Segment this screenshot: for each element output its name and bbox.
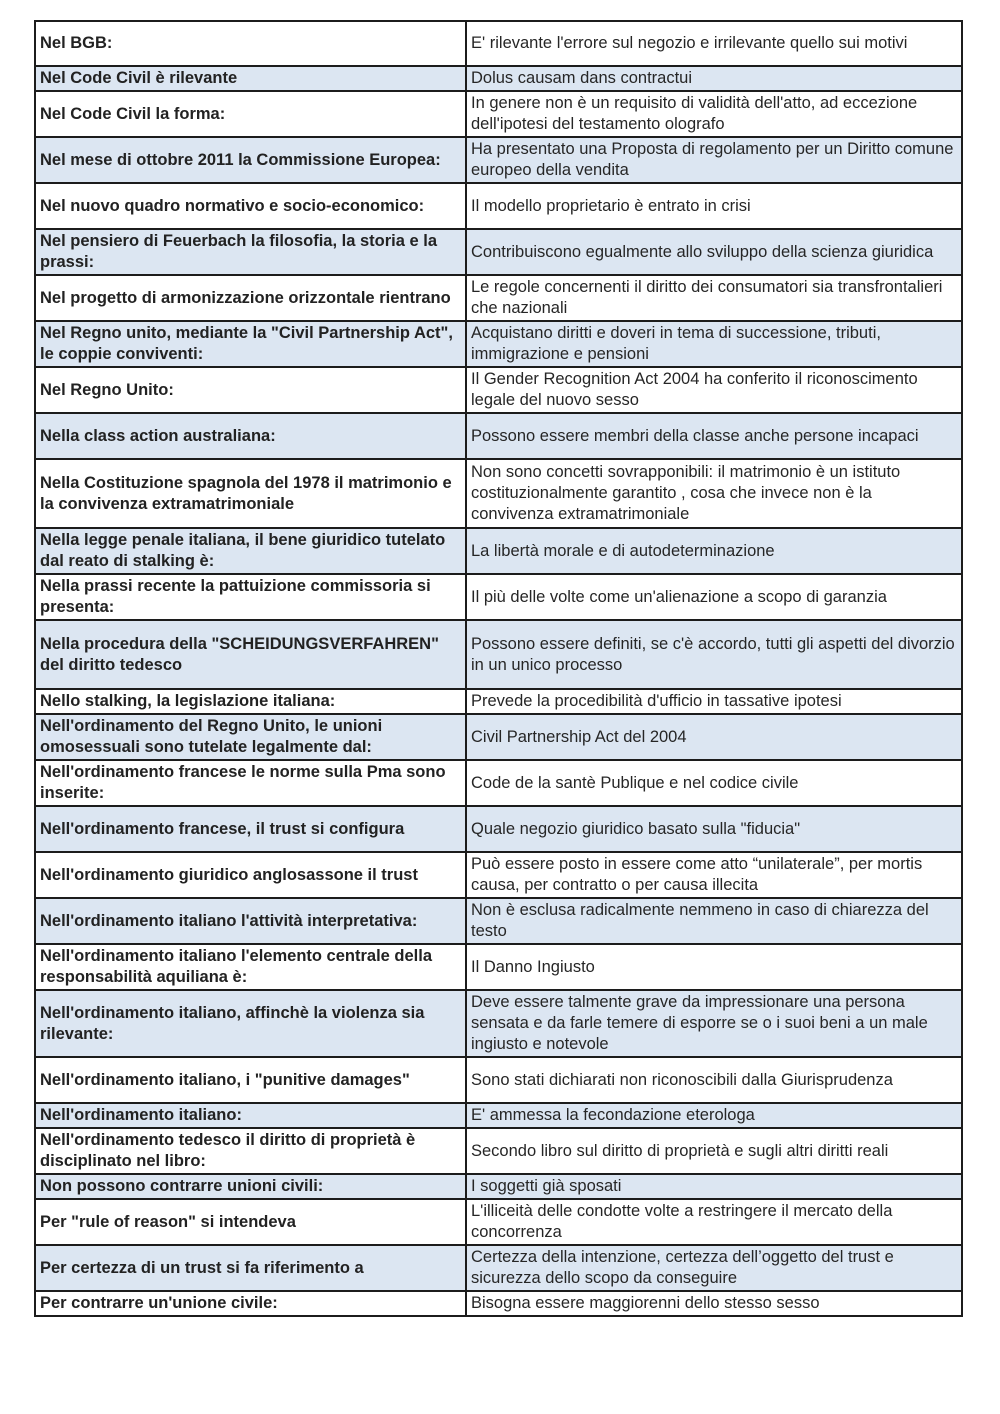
question-cell: Nel mese di ottobre 2011 la Commissione Europea: <box>35 137 466 183</box>
question-cell: Nella procedura della "SCHEIDUNGSVERFAHREN" del diritto tedesco <box>35 620 466 689</box>
table-row <box>35 1103 962 1128</box>
answer-cell: Non è esclusa radicalmente nemmeno in caso di chiarezza del testo <box>466 898 962 944</box>
answer-cell: Contribuiscono egualmente allo sviluppo della scienza giuridica <box>466 229 962 275</box>
question-cell: Nell'ordinamento italiano, i "punitive damages" <box>35 1057 466 1103</box>
question-cell: Nel pensiero di Feuerbach la filosofia, la storia e la prassi: <box>35 229 466 275</box>
table-row <box>35 528 962 574</box>
answer-cell: E' rilevante l'errore sul negozio e irrilevante quello sui motivi <box>466 21 962 66</box>
table-row <box>35 1199 962 1245</box>
answer-cell: Code de la santè Publique e nel codice civile <box>466 760 962 806</box>
question-cell: Nell'ordinamento francese le norme sulla Pma sono inserite: <box>35 760 466 806</box>
question-cell: Nel BGB: <box>35 21 466 66</box>
question-cell: Nel Code Civil la forma: <box>35 91 466 137</box>
question-cell: Nel Regno unito, mediante la "Civil Partnership Act", le coppie conviventi: <box>35 321 466 367</box>
question-cell: Nello stalking, la legislazione italiana: <box>35 689 466 714</box>
table-row <box>35 714 962 760</box>
table-row <box>35 321 962 367</box>
answer-cell: Quale negozio giuridico basato sulla "fiducia" <box>466 806 962 852</box>
question-cell: Nel progetto di armonizzazione orizzontale rientrano <box>35 275 466 321</box>
table-row <box>35 1291 962 1316</box>
answer-cell: Certezza della intenzione, certezza dell’oggetto del trust e sicurezza dello scopo da conseguire <box>466 1245 962 1291</box>
answer-cell: In genere non è un requisito di validità dell'atto, ad eccezione dell'ipotesi del testamento olografo <box>466 91 962 137</box>
answer-cell: Civil Partnership Act del 2004 <box>466 714 962 760</box>
question-cell: Nella prassi recente la pattuizione commissoria si presenta: <box>35 574 466 620</box>
table-row <box>35 91 962 137</box>
table-row <box>35 459 962 528</box>
answer-cell: La libertà morale e di autodeterminazione <box>466 528 962 574</box>
question-cell: Per contrarre un'unione civile: <box>35 1291 466 1316</box>
table-row <box>35 367 962 413</box>
qa-table <box>34 20 963 1317</box>
question-cell: Nel Regno Unito: <box>35 367 466 413</box>
table-row <box>35 1174 962 1199</box>
table-row <box>35 137 962 183</box>
answer-cell: Il Danno Ingiusto <box>466 944 962 990</box>
question-cell: Nell'ordinamento italiano: <box>35 1103 466 1128</box>
question-cell: Nell'ordinamento del Regno Unito, le unioni omosessuali sono tutelate legalmente dal: <box>35 714 466 760</box>
question-cell: Nell'ordinamento giuridico anglosassone il trust <box>35 852 466 898</box>
question-cell: Nell'ordinamento tedesco il diritto di proprietà è disciplinato nel libro: <box>35 1128 466 1174</box>
question-cell: Nell'ordinamento italiano, affinchè la violenza sia rilevante: <box>35 990 466 1057</box>
table-row <box>35 66 962 91</box>
table-row <box>35 1057 962 1103</box>
answer-cell: Il modello proprietario è entrato in crisi <box>466 183 962 229</box>
answer-cell: Non sono concetti sovrapponibili: il matrimonio è un istituto costituzionalmente garantito , cosa che invece non è la convivenza extramatrimoniale <box>466 459 962 528</box>
answer-cell: Deve essere talmente grave da impressionare una persona sensata e da farle temere di esporre se o i suoi beni a un male ingiusto e notevole <box>466 990 962 1057</box>
answer-cell: Le regole concernenti il diritto dei consumatori sia transfrontalieri che nazionali <box>466 275 962 321</box>
qa-table-body <box>35 21 962 1316</box>
table-row <box>35 21 962 66</box>
table-row <box>35 574 962 620</box>
table-row <box>35 944 962 990</box>
answer-cell: Possono essere membri della classe anche persone incapaci <box>466 413 962 459</box>
answer-cell: E' ammessa la fecondazione eterologa <box>466 1103 962 1128</box>
table-row <box>35 620 962 689</box>
table-row <box>35 229 962 275</box>
table-row <box>35 689 962 714</box>
table-row <box>35 852 962 898</box>
question-cell: Non possono contrarre unioni civili: <box>35 1174 466 1199</box>
table-row <box>35 898 962 944</box>
answer-cell: Acquistano diritti e doveri in tema di successione, tributi, immigrazione e pensioni <box>466 321 962 367</box>
answer-cell: Prevede la procedibilità d'ufficio in tassative ipotesi <box>466 689 962 714</box>
answer-cell: Possono essere definiti, se c'è accordo, tutti gli aspetti del divorzio in un unico processo <box>466 620 962 689</box>
table-row <box>35 183 962 229</box>
table-row <box>35 990 962 1057</box>
question-cell: Nella Costituzione spagnola del 1978 il matrimonio e la convivenza extramatrimoniale <box>35 459 466 528</box>
question-cell: Nella legge penale italiana, il bene giuridico tutelato dal reato di stalking è: <box>35 528 466 574</box>
question-cell: Per certezza di un trust si fa riferimento a <box>35 1245 466 1291</box>
question-cell: Nel Code Civil è rilevante <box>35 66 466 91</box>
table-row <box>35 806 962 852</box>
answer-cell: I soggetti già sposati <box>466 1174 962 1199</box>
table-row <box>35 760 962 806</box>
answer-cell: Bisogna essere maggiorenni dello stesso sesso <box>466 1291 962 1316</box>
question-cell: Nell'ordinamento francese, il trust si configura <box>35 806 466 852</box>
answer-cell: Dolus causam dans contractui <box>466 66 962 91</box>
answer-cell: Il Gender Recognition Act 2004 ha conferito il riconoscimento legale del nuovo sesso <box>466 367 962 413</box>
question-cell: Nell'ordinamento italiano l'elemento centrale della responsabilità aquiliana è: <box>35 944 466 990</box>
table-row <box>35 413 962 459</box>
answer-cell: Il più delle volte come un'alienazione a scopo di garanzia <box>466 574 962 620</box>
table-row <box>35 1128 962 1174</box>
answer-cell: Secondo libro sul diritto di proprietà e sugli altri diritti reali <box>466 1128 962 1174</box>
question-cell: Per "rule of reason" si intendeva <box>35 1199 466 1245</box>
question-cell: Nella class action australiana: <box>35 413 466 459</box>
table-row <box>35 1245 962 1291</box>
question-cell: Nel nuovo quadro normativo e socio-economico: <box>35 183 466 229</box>
answer-cell: Ha presentato una Proposta di regolamento per un Diritto comune europeo della vendita <box>466 137 962 183</box>
table-row <box>35 275 962 321</box>
question-cell: Nell'ordinamento italiano l'attività interpretativa: <box>35 898 466 944</box>
answer-cell: Sono stati dichiarati non riconoscibili dalla Giurisprudenza <box>466 1057 962 1103</box>
answer-cell: Può essere posto in essere come atto “unilaterale”, per mortis causa, per contratto o per causa illecita <box>466 852 962 898</box>
answer-cell: L'illiceità delle condotte volte a restringere il mercato della concorrenza <box>466 1199 962 1245</box>
